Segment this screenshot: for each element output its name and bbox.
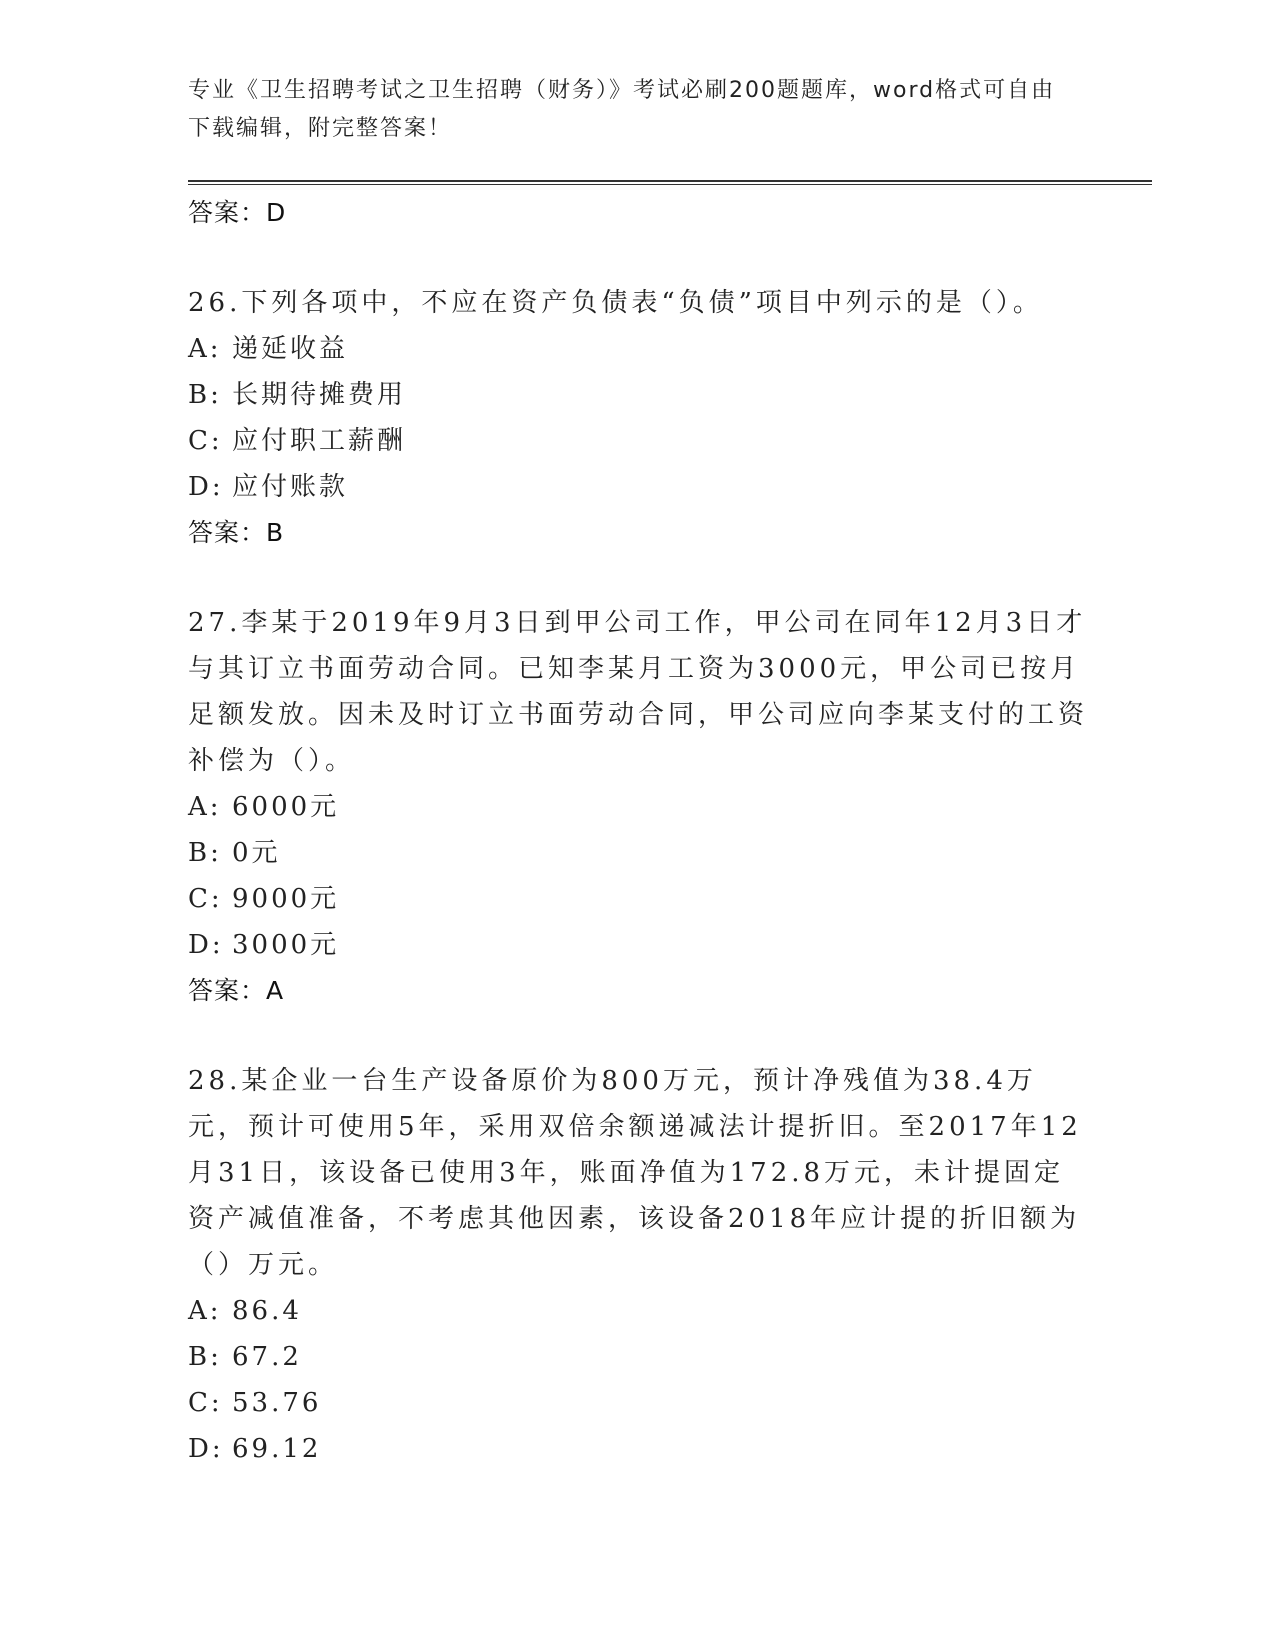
header-divider-thin	[188, 184, 1152, 185]
option-key: D:	[188, 472, 224, 502]
option-key: A:	[188, 1296, 222, 1326]
option-text: 86.4	[232, 1296, 302, 1326]
question-answer: 答案：B	[188, 518, 285, 547]
option-key: A:	[188, 792, 222, 822]
option-text: 3000元	[232, 930, 340, 960]
question-answer: 答案：A	[188, 976, 285, 1005]
option-key: A:	[188, 334, 222, 364]
option-d	[188, 464, 1088, 510]
option-key: D:	[188, 1434, 224, 1464]
option-key: D:	[188, 930, 224, 960]
option-text: 53.76	[232, 1388, 322, 1418]
option-c	[188, 1380, 1088, 1426]
question-stem: 28.某企业一台生产设备原价为800万元，预计净残值为38.4万元，预计可使用5年，采用双倍余额递减法计提折旧。至2017年12月31日，该设备已使用3年，账面净值为172.8万元，未计提固定资产减值准备，不考虑其他因素，该设备2018年应计提的折旧额为（）万元。	[188, 1066, 1082, 1280]
option-key: B:	[188, 1342, 222, 1372]
document-header: 专业《卫生招聘考试之卫生招聘（财务）》考试必刷200题题库，word格式可自由下载编辑，附完整答案！	[188, 78, 1056, 141]
option-d	[188, 1426, 1088, 1472]
question-list	[188, 190, 1088, 1472]
option-b	[188, 1334, 1088, 1380]
option-c	[188, 876, 1088, 922]
option-a	[188, 326, 1088, 372]
option-key: C:	[188, 884, 223, 914]
option-key: B:	[188, 838, 222, 868]
option-text: 0元	[232, 838, 281, 868]
option-a	[188, 1288, 1088, 1334]
option-text: 6000元	[232, 792, 340, 822]
header-divider-thick	[188, 180, 1152, 182]
option-text: 9000元	[232, 884, 340, 914]
option-text: 递延收益	[232, 334, 349, 364]
question-stem: 27.李某于2019年9月3日到甲公司工作，甲公司在同年12月3日才与其订立书面劳动合同。已知李某月工资为3000元，甲公司已按月足额发放。因未及时订立书面劳动合同，甲公司应向李某支付的工资补偿为（）。	[188, 608, 1089, 776]
option-b	[188, 830, 1088, 876]
question-stem: 26.下列各项中，不应在资产负债表“负债”项目中列示的是（）。	[188, 288, 1043, 318]
option-a	[188, 784, 1088, 830]
question-28	[188, 1058, 1088, 1472]
option-text: 67.2	[232, 1342, 302, 1372]
option-text: 69.12	[232, 1434, 322, 1464]
option-key: C:	[188, 1388, 223, 1418]
option-c	[188, 418, 1088, 464]
previous-answer: 答案：D	[188, 198, 287, 227]
question-27	[188, 600, 1088, 1014]
option-b	[188, 372, 1088, 418]
option-text: 应付账款	[232, 472, 349, 502]
option-text: 应付职工薪酬	[232, 426, 407, 456]
option-key: B:	[188, 380, 222, 410]
option-d	[188, 922, 1088, 968]
option-text: 长期待摊费用	[232, 380, 407, 410]
option-key: C:	[188, 426, 223, 456]
question-26	[188, 280, 1088, 556]
